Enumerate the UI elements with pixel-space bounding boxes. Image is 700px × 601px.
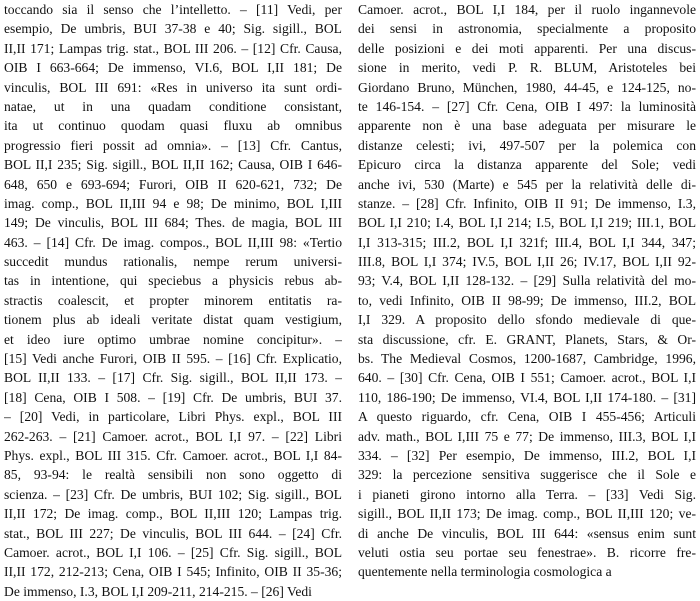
text-line: Epicuro circa la distanza apparente del Sole; vedi xyxy=(358,157,696,173)
text-line: I,I 313-315; III.2, BOL I,I 321f; III.4, BOL I,I 344, 347; xyxy=(358,234,696,250)
text-line: II,II 172; De imag. comp., BOL II,III 120; Lampas trig. xyxy=(4,506,342,522)
text-line: dei sensi in astronomia, specialmente a proposito xyxy=(358,21,696,37)
text-line: Camoer. acrot., BOL I,I 106. – [25] Cfr. Sig. sigill., BOL xyxy=(4,544,342,560)
text-line: sigill., BOL II,II 173; De imag. comp., BOL II,III 120; ve- xyxy=(358,506,696,522)
text-line: II,II 171; Lampas trig. stat., BOL III 206. – [12] Cfr. Causa, xyxy=(4,40,342,56)
text-line: I,I 329. A proposito dello sfondo medievale di que- xyxy=(358,312,696,328)
footnotes-left-column xyxy=(4,0,342,601)
text-line: 463. – [14] Cfr. De imag. compos., BOL II,III 98: «Tertio xyxy=(4,234,342,250)
text-line: stat., BOL III 227; De vinculis, BOL III 644. – [24] Cfr. xyxy=(4,525,342,541)
text-line: [15] Vedi anche Furori, OIB II 595. – [16] Cfr. Explicatio, xyxy=(4,351,342,367)
text-line: [18] Cena, OIB I 508. – [19] Cfr. De umbris, BUI 37. xyxy=(4,389,342,405)
text-line: i pianeti girono intorno alla Terra. – [33] Vedi Sig. xyxy=(358,486,696,502)
text-line: 329: la percezione sensitiva suggerisce che il Sole e xyxy=(358,467,696,483)
text-line: te 146-154. – [27] Cfr. Cena, OIB I 497: la luminosità xyxy=(358,98,696,114)
text-line: A questo riguardo, cfr. Cena, OIB I 455-456; Articuli xyxy=(358,409,696,425)
text-line: sione in merito, vedi P. R. BLUM, Aristoteles bei xyxy=(358,60,696,76)
text-line: toccando sia il senso che l’intelletto. – [11] Vedi, per xyxy=(4,2,342,17)
text-line: 640. – [30] Cfr. Cena, OIB I 551; Camoer. acrot., BOL I,I xyxy=(358,370,696,386)
text-line: – [20] Vedi, in particolare, Libri Phys. expl., BOL III xyxy=(4,409,342,425)
text-line: OIB I 663-664; De immenso, VI.6, BOL I,II 181; De xyxy=(4,60,342,76)
text-line: ita ut continuo quodam quasi fluxu ab omnibus xyxy=(4,118,342,134)
footnotes-right-column xyxy=(358,0,696,582)
text-line: tas in intentione, qui speciebus a physicis rebus ab- xyxy=(4,273,342,289)
text-line: BOL II,II 133. – [17] Cfr. Sig. sigill., BOL II,II 173. – xyxy=(4,370,342,386)
text-line: bs. The Medieval Cosmos, 1200-1687, Cambridge, 1996, xyxy=(358,351,696,367)
text-line: 93; V.4, BOL I,II 128-132. – [29] Sulla relatività del mo- xyxy=(358,273,696,289)
text-line: Camoer. acrot., BOL I,I 184, per il ruolo ingannevole xyxy=(358,2,696,17)
text-line: 334. – [32] Per esempio, De immenso, III.2, BOL I,I xyxy=(358,447,696,463)
text-line: di anche De vinculis, BOL III 644: «sensus enim sunt xyxy=(358,525,696,541)
text-line: BOL II,I 235; Sig. sigill., BOL II,II 162; Causa, OIB I 646- xyxy=(4,157,342,173)
text-line: stractis coalescit, et propter minorem entitatis ra- xyxy=(4,292,342,308)
text-line: 110, 186-190; De immenso, VI.4, BOL I,II 174-180. – [31] xyxy=(358,389,696,405)
text-line: 648, 650 e 693-694; Furori, OIB II 620-621, 732; De xyxy=(4,176,342,192)
text-line: 85, 93-94: le realtà sensibili non sono oggetto di xyxy=(4,467,342,483)
text-line: scienza. – [23] Cfr. De umbris, BUI 102; Sig. sigill., BOL xyxy=(4,486,342,502)
text-line: vinculis, BOL III 691: «Res in universo ita sunt ordi- xyxy=(4,79,342,95)
text-line: delle posizioni e dei moti apparenti. Per una discus- xyxy=(358,40,696,56)
text-line: imag. comp., BOL II,III 94 e 98; De minimo, BOL I,III xyxy=(4,195,342,211)
text-line: esempio, De umbris, BUI 37-38 e 40; Sig. sigill., BOL xyxy=(4,21,342,37)
text-line: De immenso, I.3, BOL I,I 209-211, 214-215. – [26] Vedi xyxy=(4,583,312,599)
text-line: apparente non è una base adeguata per misurare le xyxy=(358,118,696,134)
text-line: tionem plus ab ideali veritate distat quam vestigium, xyxy=(4,312,342,328)
text-line: sta discussione, cfr. E. GRANT, Planets, Stars, & Or- xyxy=(358,331,696,347)
text-line: Giordano Bruno, München, 1980, 44-45, e 124-125, no- xyxy=(358,79,696,95)
text-line: adv. math., BOL I,III 75 e 77; De immenso, III.3, BOL I,I xyxy=(358,428,696,444)
text-line: stanze. – [28] Cfr. Infinito, OIB II 91; De immenso, I.3, xyxy=(358,195,696,211)
text-line: anche ivi, 530 (Marte) e 545 per la relatività delle di- xyxy=(358,176,696,192)
text-line: BOL I,I 210; I.4, BOL I,I 214; I.5, BOL I,I 219; III.1, BOL xyxy=(358,215,696,231)
text-line: II,II 172, 212-213; Cena, OIB I 545; Infinito, OIB II 35-36; xyxy=(4,564,342,580)
text-line: et ideo iure optimo umbrae nomine concipitur». – xyxy=(4,331,342,347)
text-line: succedit mundus rationalis, nempe rerum universi- xyxy=(4,254,342,270)
text-line: 262-263. – [21] Camoer. acrot., BOL I,I 97. – [22] Libri xyxy=(4,428,342,444)
text-line: progressio fieri possit ad omnia». – [13] Cfr. Cantus, xyxy=(4,137,342,153)
text-line: Phys. expl., BOL III 315. Cfr. Camoer. acrot., BOL I,I 84- xyxy=(4,447,342,463)
text-line: veluti ostia seu portae seu fenestrae». B. ricorre fre- xyxy=(358,544,696,560)
text-line: quentemente nella terminologia cosmologica a xyxy=(358,564,612,580)
text-line: to, vedi Infinito, OIB II 98-99; De immenso, III.2, BOL xyxy=(358,292,696,308)
text-line: III.8, BOL I,I 374; IV.5, BOL I,II 26; IV.17, BOL I,II 92- xyxy=(358,254,696,270)
text-line: distanze celesti; ivi, 497-507 per la polemica con xyxy=(358,137,696,153)
text-line: 149; De vinculis, BOL III 684; Thes. de magia, BOL III xyxy=(4,215,342,231)
text-line: natae, ut in una quadam conditione consistant, xyxy=(4,98,342,114)
